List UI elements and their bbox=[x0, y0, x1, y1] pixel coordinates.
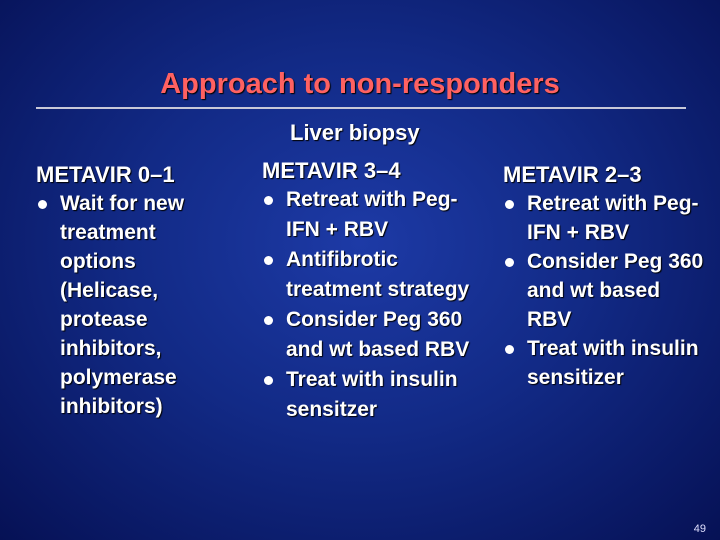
page-number: 49 bbox=[693, 523, 706, 535]
list-item-text: Retreat with Peg-IFN + RBV bbox=[286, 188, 458, 241]
list-item bbox=[36, 189, 221, 421]
bullet-icon bbox=[38, 200, 47, 209]
list-item bbox=[503, 247, 708, 334]
list-item bbox=[262, 305, 477, 365]
column-heading: METAVIR 2–3 bbox=[503, 162, 642, 187]
title-divider bbox=[36, 107, 686, 109]
list-item-text: Antifibrotic treatment strategy bbox=[286, 248, 470, 301]
list-item bbox=[262, 245, 477, 305]
list-item-text: Treat with insulin sensitizer bbox=[527, 337, 699, 389]
column-heading: METAVIR 0–1 bbox=[36, 162, 175, 187]
bullet-icon bbox=[264, 196, 273, 205]
bullet-icon bbox=[264, 316, 273, 325]
slide-title: Approach to non-responders bbox=[160, 68, 560, 100]
list-item-text: Treat with insulin sensitzer bbox=[286, 368, 458, 421]
bullet-icon bbox=[505, 258, 514, 267]
column-metavir-3-4 bbox=[262, 156, 477, 425]
list-item bbox=[262, 185, 477, 245]
list-item-text: Consider Peg 360 and wt based RBV bbox=[286, 308, 470, 361]
column-metavir-2-3 bbox=[503, 160, 708, 392]
list-item bbox=[503, 189, 708, 247]
column-heading: METAVIR 3–4 bbox=[262, 158, 401, 183]
list-item-text: Retreat with Peg-IFN + RBV bbox=[527, 192, 699, 244]
list-item-text: Wait for new treatment options (Helicase, protease inhibitors, polymerase inhibitors) bbox=[60, 192, 185, 418]
list-item bbox=[262, 365, 477, 425]
bullet-icon bbox=[264, 256, 273, 265]
list-item-text: Consider Peg 360 and wt based RBV bbox=[527, 250, 704, 331]
column-metavir-0-1 bbox=[36, 160, 221, 421]
list-item bbox=[503, 334, 708, 392]
bullet-icon bbox=[264, 376, 273, 385]
slide-subtitle: Liver biopsy bbox=[290, 120, 420, 145]
bullet-icon bbox=[505, 345, 514, 354]
bullet-icon bbox=[505, 200, 514, 209]
